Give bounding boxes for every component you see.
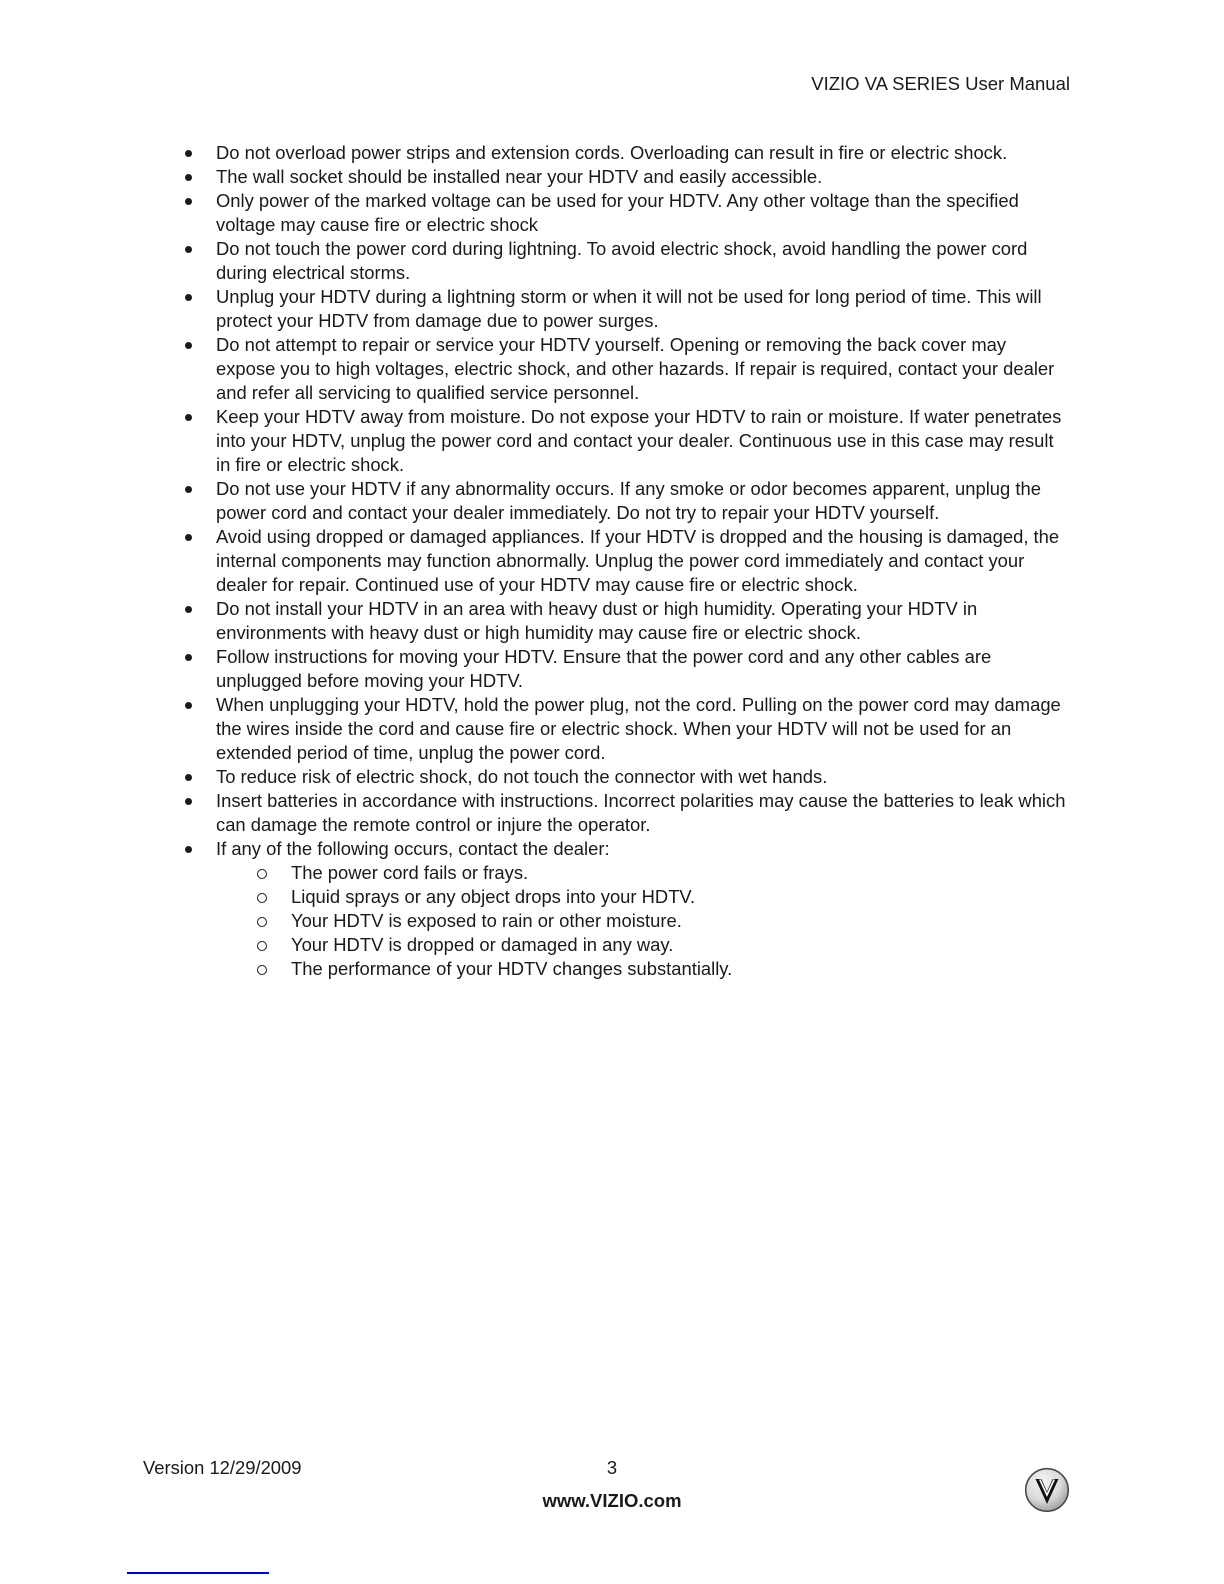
sub-list-item [216,957,1070,981]
list-item-text: Avoid using dropped or damaged appliances. If your HDTV is dropped and the housing is damaged, the internal components may function abnormally. Unplug the power cord immediately and contact your dealer for repair. Continued use of your HDTV may cause fire or electric shock. [216,526,1060,595]
vizio-v-logo-icon [1024,1467,1070,1513]
sub-list-item [216,861,1070,885]
list-item-text: Do not use your HDTV if any abnormality occurs. If any smoke or odor becomes apparent, unplug the power cord and contact your dealer immediately. Do not try to repair your HDTV yourself. [216,478,1041,523]
sub-list-item-text: Liquid sprays or any object drops into your HDTV. [291,886,696,907]
safety-list [183,141,1073,981]
list-item [183,789,1070,837]
content-area [183,141,1073,981]
list-item [183,597,1070,645]
list-item [183,765,1070,789]
list-item-text: Do not install your HDTV in an area with heavy dust or high humidity. Operating your HDTV in environments with heavy dust or high humidity may cause fire or electric shock. [216,598,978,643]
sub-list-item [216,909,1070,933]
footer-link-underline [127,1572,269,1574]
list-item [183,477,1070,525]
list-item-text: When unplugging your HDTV, hold the power plug, not the cord. Pulling on the power cord may damage the wires inside the cord and cause fire or electric shock. When your HDTV will not be used for an extended period of time, unplug the power cord. [216,694,1061,763]
list-item-text: Do not overload power strips and extension cords. Overloading can result in fire or electric shock. [216,142,1008,163]
list-item [183,237,1070,285]
sub-list-item-text: The performance of your HDTV changes substantially. [291,958,733,979]
list-item-text: The wall socket should be installed near your HDTV and easily accessible. [216,166,823,187]
list-item [183,189,1070,237]
list-item-text: Follow instructions for moving your HDTV. Ensure that the power cord and any other cables are unplugged before moving your HDTV. [216,646,992,691]
sub-list-item [216,933,1070,957]
sub-list-item-text: Your HDTV is dropped or damaged in any way. [291,934,674,955]
footer-version-text: Version 12/29/2009 [143,1457,302,1478]
list-item [183,837,1070,981]
list-item [183,405,1070,477]
list-item-text: Only power of the marked voltage can be used for your HDTV. Any other voltage than the specified voltage may cause fire or electric shock [216,190,1019,235]
footer-website-text: www.VIZIO.com [542,1490,682,1511]
page-header-title: VIZIO VA SERIES User Manual [811,73,1070,94]
list-item-text: Do not touch the power cord during lightning. To avoid electric shock, avoid handling the power cord during electrical storms. [216,238,1028,283]
list-item [183,141,1070,165]
list-item [183,693,1070,765]
footer-page-number: 3 [606,1457,618,1478]
sub-list-item-text: The power cord fails or frays. [291,862,529,883]
sub-list-item [216,885,1070,909]
list-item-text: Keep your HDTV away from moisture. Do not expose your HDTV to rain or moisture. If water penetrates into your HDTV, unplug the power cord and contact your dealer. Continuous use in this case may result in fire or electric shock. [216,406,1062,475]
list-item [183,333,1070,405]
list-item-text: Insert batteries in accordance with instructions. Incorrect polarities may cause the batteries to leak which can damage the remote control or injure the operator. [216,790,1066,835]
list-item-text: To reduce risk of electric shock, do not touch the connector with wet hands. [216,766,828,787]
list-item-text: If any of the following occurs, contact the dealer: [216,838,610,859]
list-item [183,645,1070,693]
list-item-text: Do not attempt to repair or service your HDTV yourself. Opening or removing the back cover may expose you to high voltages, electric shock, and other hazards. If repair is required, contact your dealer and refer all servicing to qualified service personnel. [216,334,1055,403]
list-item [183,285,1070,333]
list-item [183,525,1070,597]
list-item-text: Unplug your HDTV during a lightning storm or when it will not be used for long period of time. This will protect your HDTV from damage due to power surges. [216,286,1042,331]
sub-list [216,861,1070,981]
sub-list-item-text: Your HDTV is exposed to rain or other moisture. [291,910,682,931]
list-item [183,165,1070,189]
